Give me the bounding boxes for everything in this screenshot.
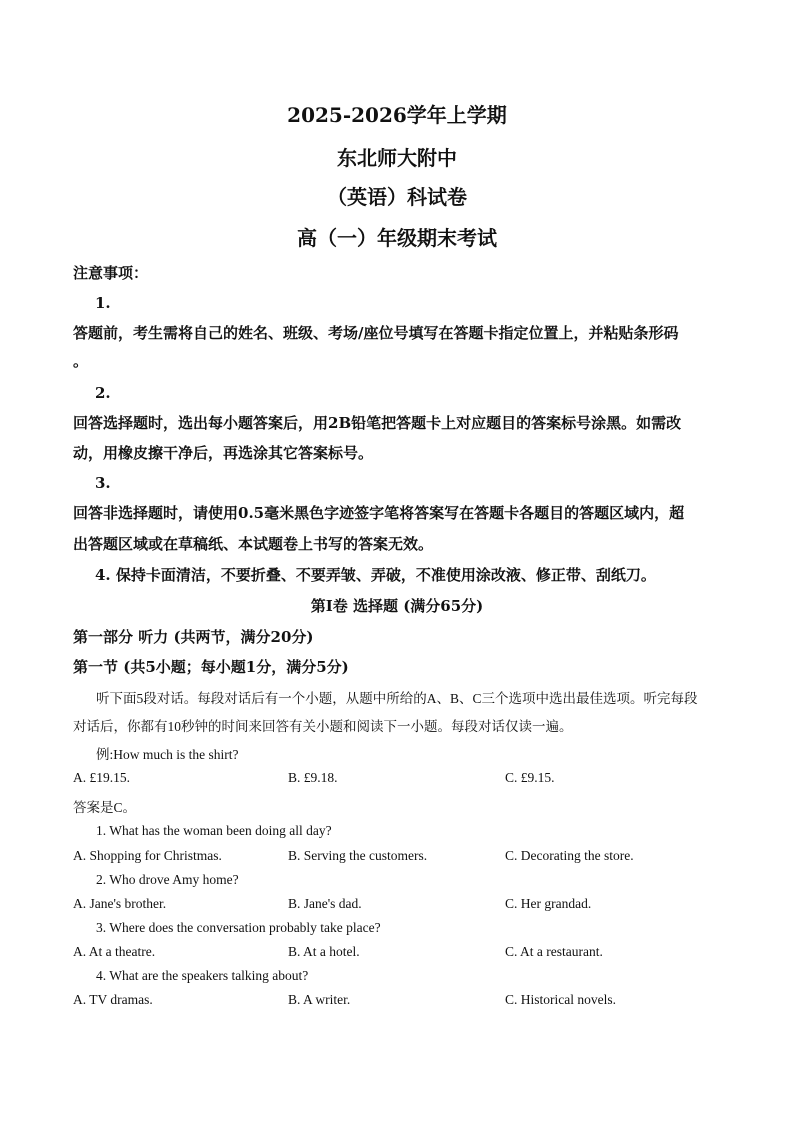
question-3: 3. Where does the conversation probably take place?	[96, 920, 381, 935]
question-2: 2. Who drove Amy home?	[96, 872, 239, 887]
notice-item-2-number: 2.	[95, 384, 111, 402]
notice-item-3-number: 3.	[95, 474, 111, 492]
question-3-option-a: A. At a theatre.	[73, 944, 156, 959]
example-answer: 答案是C。	[73, 800, 137, 815]
question-1-option-c: C. Decorating the store.	[505, 848, 634, 863]
section-one-heading: 第一节 (共5小题；每小题1分，满分5分)	[73, 658, 349, 676]
notice-title: 注意事项：	[73, 264, 149, 282]
notice-item-2-line-2: 动，用橡皮擦干净后，再选涂其它答案标号。	[73, 444, 374, 462]
example-option-a: A. £19.15.	[73, 770, 130, 785]
part-one-heading: 第一部分 听力 (共两节，满分20分)	[73, 628, 314, 646]
notice-item-3-line-1: 回答非选择题时，请使用0.5毫米黑色字迹签字笔将答案写在答题卡各题目的答题区域内，超	[73, 504, 685, 522]
question-2-option-c: C. Her grandad.	[505, 896, 592, 911]
notice-item-1-number: 1.	[95, 294, 111, 312]
notice-item-1-line-2: 。	[73, 352, 89, 370]
question-4-option-b: B. A writer.	[288, 992, 351, 1007]
subject-title: （英语）科试卷	[327, 185, 467, 209]
example-option-b: B. £9.18.	[288, 770, 338, 785]
question-4-option-c: C. Historical novels.	[505, 992, 616, 1007]
question-1-option-a: A. Shopping for Christmas.	[73, 848, 222, 863]
notice-item-2-line-1: 回答选择题时，选出每小题答案后，用2B铅笔把答题卡上对应题目的答案标号涂黑。如需改	[73, 414, 682, 432]
question-2-option-b: B. Jane's dad.	[288, 896, 362, 911]
question-1-option-b: B. Serving the customers.	[288, 848, 428, 863]
question-4-option-a: A. TV dramas.	[73, 992, 153, 1007]
notice-item-1-line-1: 答题前，考生需将自己的姓名、班级、考场/座位号填写在答题卡指定位置上，并粘贴条形码	[73, 324, 679, 342]
section-title: 第I卷 选择题 (满分65分)	[310, 597, 484, 615]
exam-title: 高（一）年级期末考试	[297, 226, 497, 250]
school-name: 东北师大附中	[337, 146, 457, 170]
notice-item-4: 4. 保持卡面清洁，不要折叠、不要弄皱、弄破，不准使用涂改液、修正带、刮纸刀。	[95, 566, 656, 584]
example-question: 例:How much is the shirt?	[96, 747, 239, 762]
question-1: 1. What has the woman been doing all day?	[96, 823, 332, 838]
question-3-option-b: B. At a hotel.	[288, 944, 360, 959]
example-option-c: C. £9.15.	[505, 770, 555, 785]
school-year: 2025-2026学年上学期	[287, 103, 507, 127]
instructions-line-1: 听下面5段对话。每段对话后有一个小题，从题中所给的A、B、C三个选项中选出最佳选项。听完每段	[96, 691, 698, 706]
instructions-line-2: 对话后，你都有10秒钟的时间来回答有关小题和阅读下一小题。每段对话仅读一遍。	[73, 719, 573, 734]
notice-item-3-line-2: 出答题区域或在草稿纸、本试题卷上书写的答案无效。	[73, 535, 434, 553]
question-3-option-c: C. At a restaurant.	[505, 944, 603, 959]
question-2-option-a: A. Jane's brother.	[73, 896, 167, 911]
question-4: 4. What are the speakers talking about?	[96, 968, 309, 983]
